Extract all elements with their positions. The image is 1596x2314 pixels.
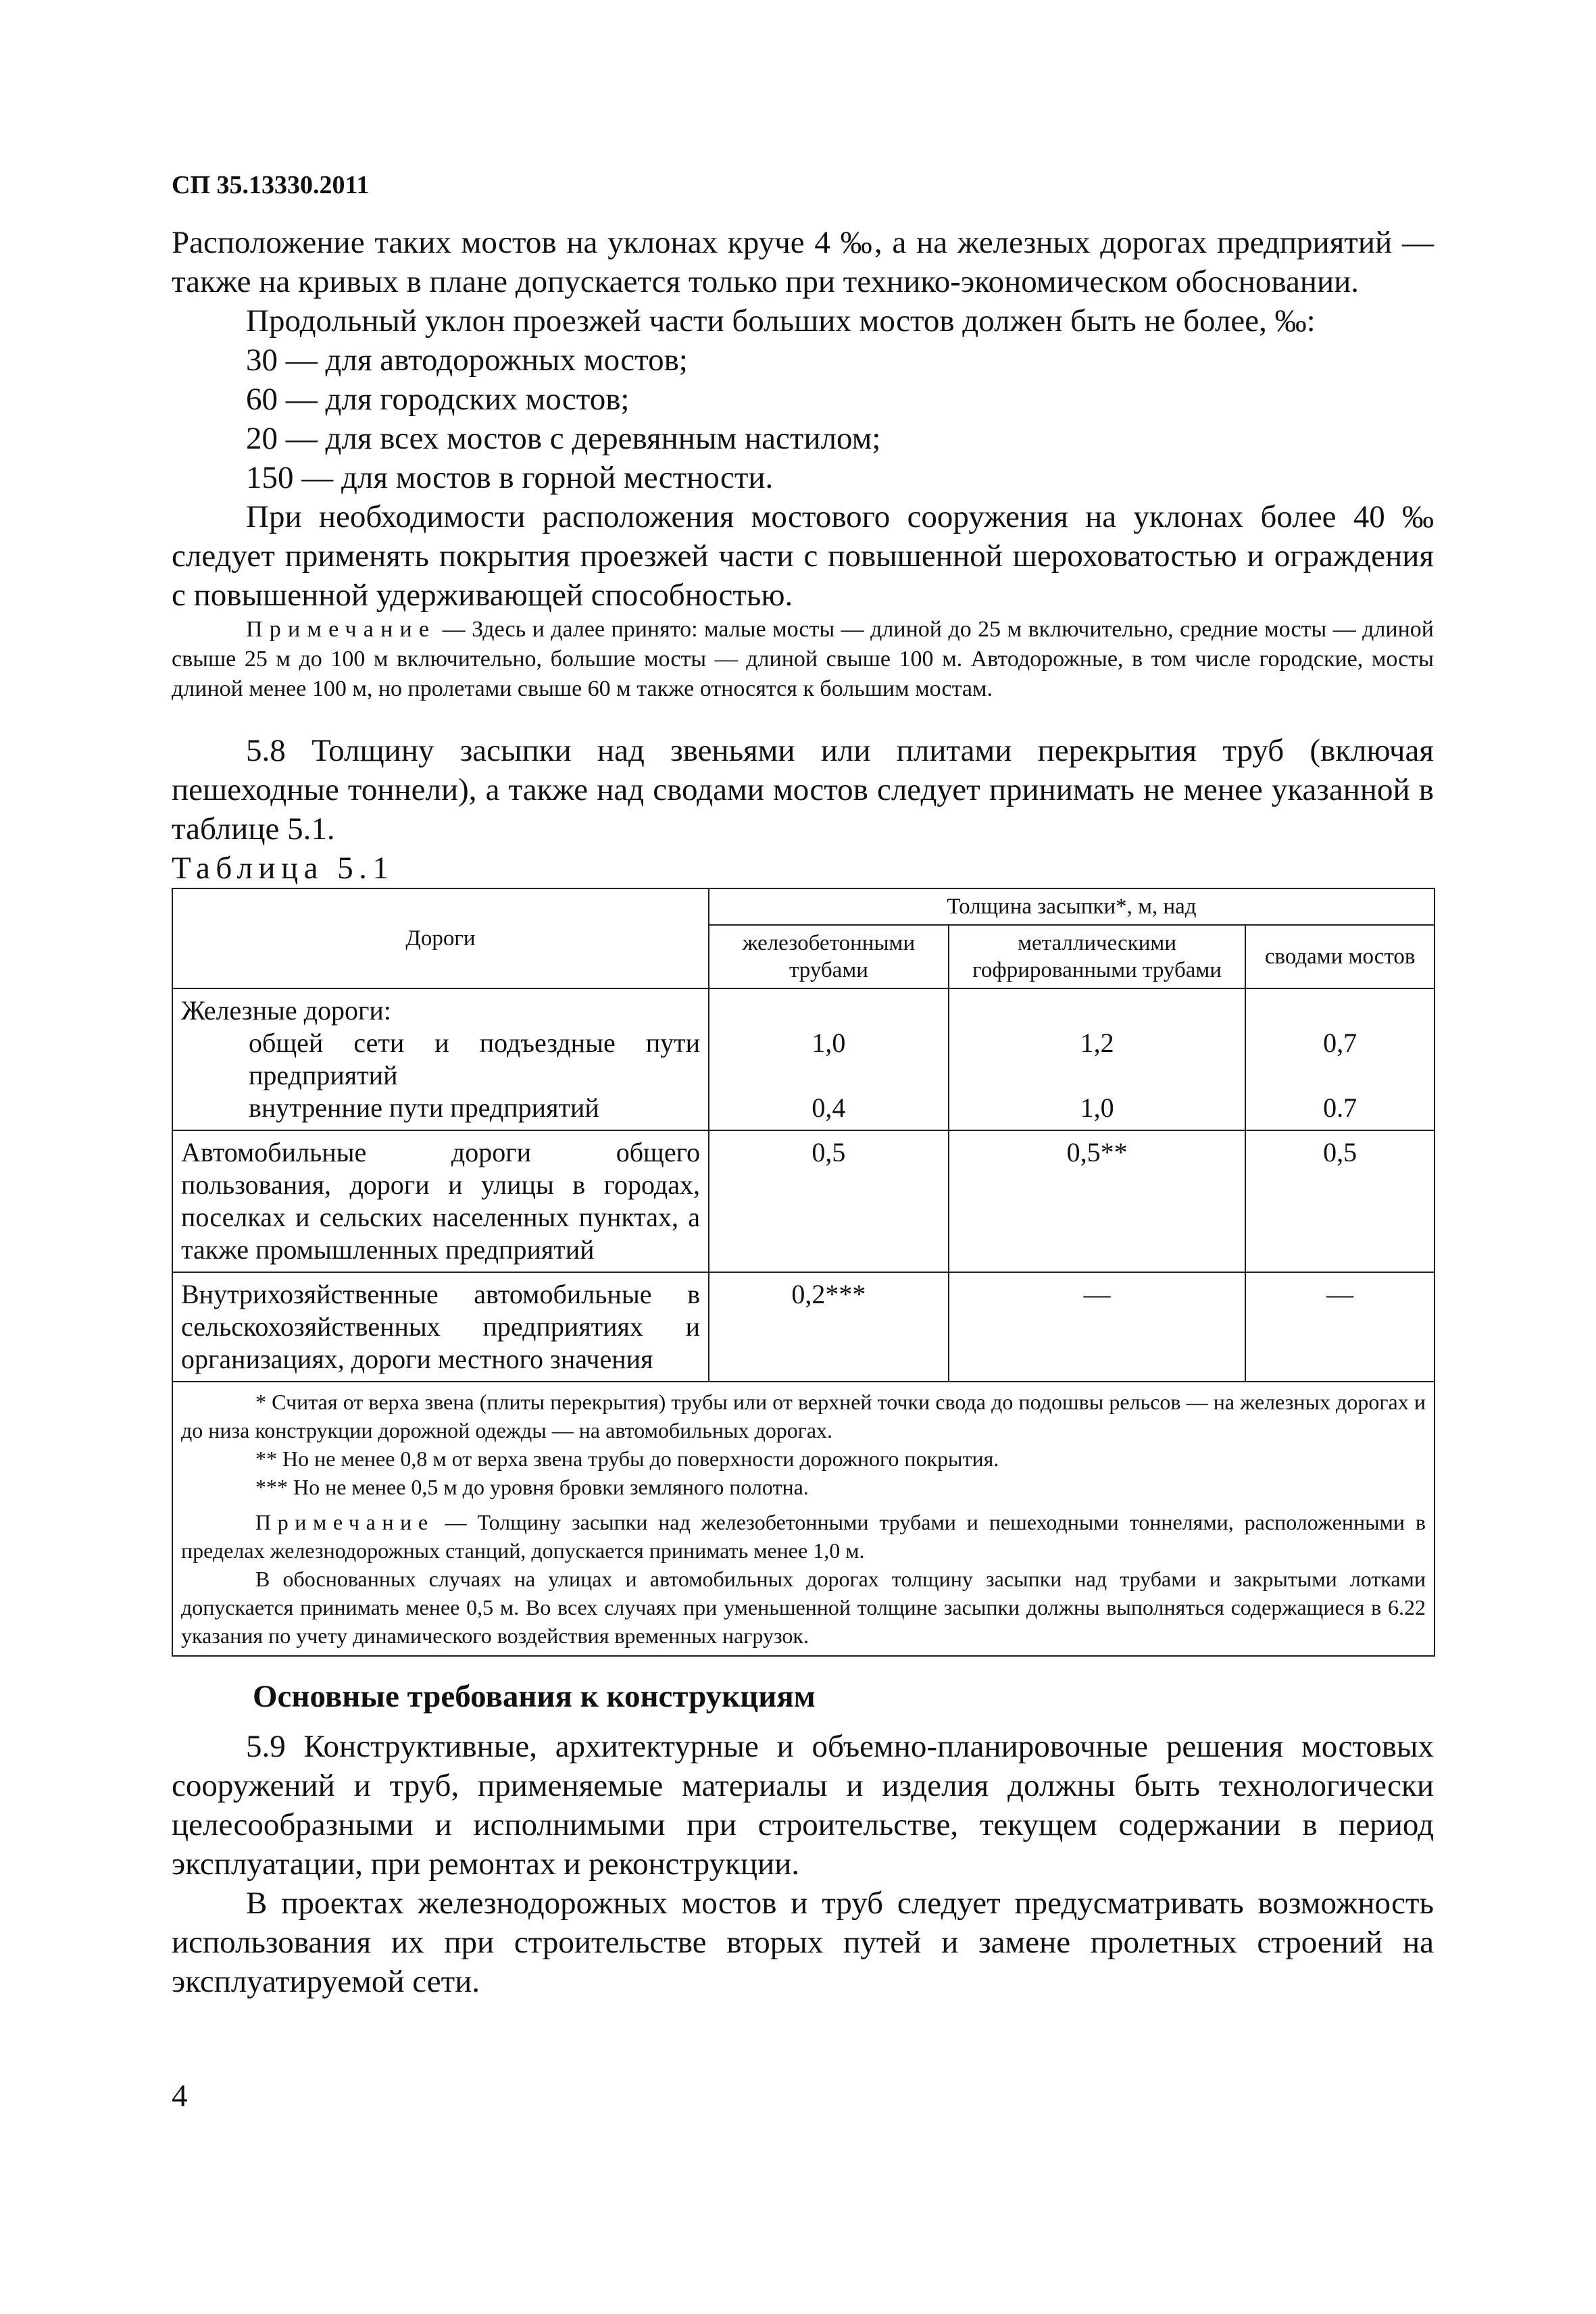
table-cell: — [949, 1272, 1246, 1382]
note-label: Примечание [246, 617, 437, 642]
intro-paragraph-1: Расположение таких мостов на уклонах круче 4 ‰, а на железных дорогах предприятий — также на кривых в плане допускается только при технико-экономическом обосновании. [172, 225, 1434, 299]
table-header-row [172, 888, 1435, 925]
intro-paragraph-2: Продольный уклон проезжей части больших мостов должен быть не более, ‰: [246, 303, 1316, 338]
railways-title: Железные дороги: [181, 995, 391, 1026]
page-number: 4 [172, 2078, 188, 2113]
footnote: * Считая от верха звена (плиты перекрытия) трубы или от верхней точки свода до подошвы рельсов — на железных дорогах и до низа конструкции дорожной одежды — на автомобильных дорогах. [181, 1390, 1426, 1442]
intro-paragraph-3: При необходимости расположения мостового сооружения на уклонах более 40 ‰ следует применять покрытия проезжей части с повышенной шероховатостью и ограждения с повышенной удерживающей способностью. [172, 499, 1434, 613]
header-metal-pipes: металлическими гофрированными трубами [949, 925, 1246, 988]
section-5-8: 5.8 Толщину засыпки над звеньями или плитами перекрытия труб (включая пешеходные тоннели), а также над сводами мостов следует принимать не менее указанной в таблице 5.1. [172, 733, 1434, 847]
slope-list-item: 20 — для всех мостов с деревянным настилом; [246, 421, 881, 456]
table-cell: 1,2 [1080, 1028, 1114, 1058]
table-row [172, 1130, 1435, 1272]
table-cell: 1,0 [812, 1028, 846, 1058]
slope-list-item: 60 — для городских мостов; [246, 382, 630, 417]
section-5-9: 5.9 Конструктивные, архитектурные и объемно-планировочные решения мостовых сооружений и труб, применяемые материалы и изделия должны быть технологически целесообразными и исполнимыми при строительстве, текущем содержании в период эксплуатации, при ремонтах и реконструкции. [172, 1729, 1434, 1882]
footnote: *** Но не менее 0,5 м до уровня бровки земляного полотна. [255, 1475, 809, 1499]
note-label: Примечание [255, 1510, 434, 1534]
header-roads: Дороги [172, 888, 709, 988]
table-cell: 0,4 [812, 1092, 846, 1123]
table-row [172, 1272, 1435, 1382]
railways-general-label: общей сети и подъездные пути предприятий [249, 1028, 701, 1090]
note-text: — Толщину засыпки над железобетонными трубами и пешеходными тоннелями, расположенными в пределах железнодорожных станций, допускается принимать менее 1,0 м. [181, 1510, 1426, 1563]
header-concrete-pipes: железобетонными трубами [709, 925, 949, 988]
table-caption: Таблица 5.1 [172, 851, 395, 886]
slope-list-item: 150 — для мостов в горной местности. [246, 460, 774, 495]
table-row [172, 988, 1435, 1130]
footnote: ** Но не менее 0,8 м от верха звена трубы до поверхности дорожного покрытия. [255, 1447, 999, 1471]
table-cell: 0.7 [1323, 1092, 1357, 1123]
backfill-table [172, 888, 1435, 1657]
railways-metal-values [949, 988, 1246, 1130]
row-label-farm-roads: Внутрихозяйственные автомобильные в сельскохозяйственных предприятиях и организациях, дороги местного значения [172, 1272, 709, 1382]
table-cell: 0,2*** [709, 1272, 949, 1382]
table-cell: 0,5 [1245, 1130, 1435, 1272]
table-footnotes [172, 1382, 1435, 1656]
header-arches: сводами мостов [1245, 925, 1435, 988]
note-text: — Здесь и далее принято: малые мосты — длиной до 25 м включительно, средние мосты — длиной свыше 25 м до 100 м включительно, большие мосты — длиной свыше 100 м. Автодорожные, в том числе городские, мосты длиной менее 100 м, но пролетами свыше 60 м также относятся к большим мостам. [172, 617, 1434, 701]
slope-list-item: 30 — для автодорожных мостов; [246, 343, 688, 378]
table-cell: 0,7 [1323, 1028, 1357, 1058]
table-note-2: В обоснованных случаях на улицах и автомобильных дорогах толщину засыпки над трубами и закрытыми лотками допускается принимать менее 0,5 м. Во всех случаях при уменьшенной толщине засыпки должны выполняться содержащиеся в 6.22 указания по учету динамического воздействия временных нагрузок. [181, 1567, 1426, 1648]
section-heading: Основные требования к конструкциям [253, 1679, 816, 1714]
table-cell: 1,0 [1080, 1092, 1114, 1123]
table-cell: — [1245, 1272, 1435, 1382]
table-cell: 0,5 [709, 1130, 949, 1272]
table-cell: 0,5** [949, 1130, 1246, 1272]
railways-concrete-values [709, 988, 949, 1130]
railways-arch-values [1245, 988, 1435, 1130]
table-footnotes-row [172, 1382, 1435, 1656]
section-5-9-paragraph-2: В проектах железнодорожных мостов и труб следует предусматривать возможность использования их при строительстве вторых путей и замене пролетных строений на эксплуатируемой сети. [172, 1886, 1434, 1999]
row-label-railways [172, 988, 709, 1130]
page-content [172, 223, 1434, 2001]
table-note [181, 1508, 1426, 1565]
intro-note [172, 615, 1434, 704]
document-code: СП 35.13330.2011 [172, 171, 370, 199]
header-group: Толщина засыпки*, м, над [709, 888, 1435, 925]
row-label-auto-roads: Автомобильные дороги общего пользования, дороги и улицы в городах, поселках и сельских населенных пунктах, а также промышленных предприятий [172, 1130, 709, 1272]
railways-internal-label: внутренние пути предприятий [249, 1092, 599, 1123]
